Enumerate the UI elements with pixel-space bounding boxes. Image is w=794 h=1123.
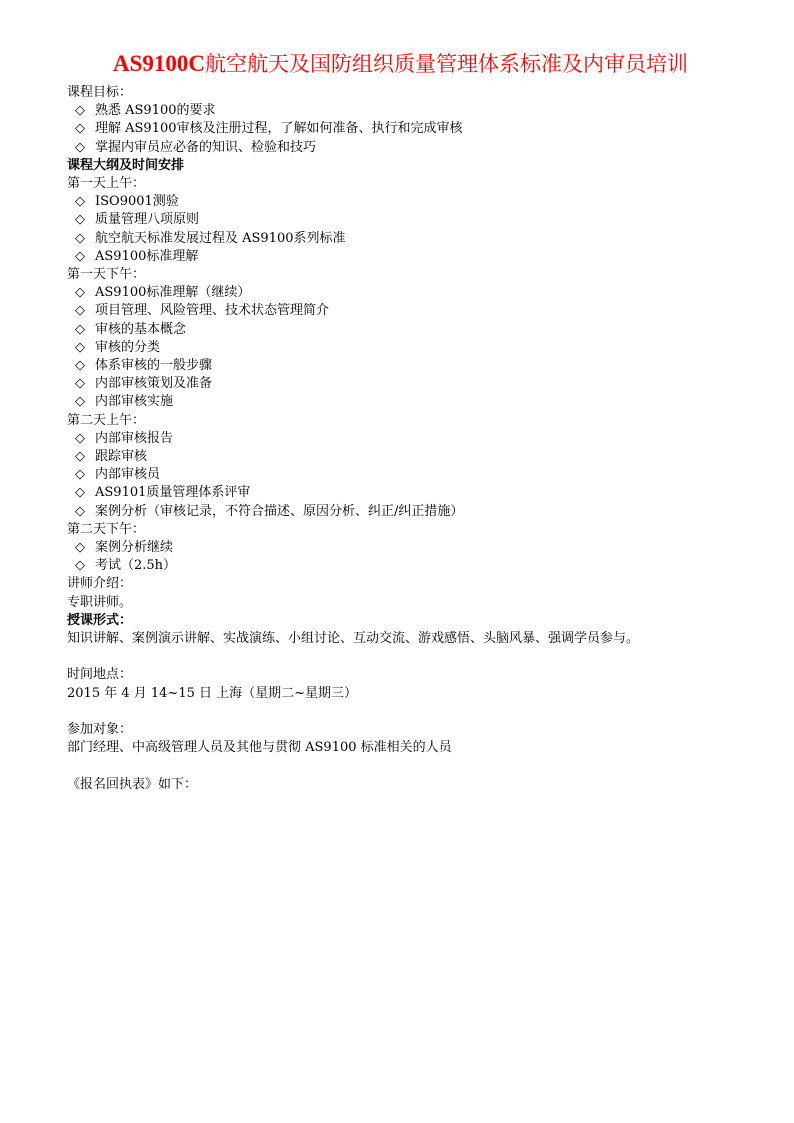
session-item: ◇ 内部审核报告 (67, 430, 734, 448)
session-item: ◇ 考试（2.5h） (67, 557, 734, 575)
title-text: 航空航天及国防组织质量管理体系标准及内审员培训 (205, 52, 688, 76)
format-heading: 授课形式： (67, 612, 133, 628)
session-item: ◇ AS9100标准理解 (67, 248, 734, 266)
diamond-bullet-icon: ◇ (75, 339, 85, 355)
diamond-bullet-icon: ◇ (75, 540, 85, 556)
session-item: ◇ 案例分析（审核记录，不符合描述、原因分析、纠正/纠正措施） (67, 503, 734, 521)
session-item: ◇ 内部审核员 (67, 466, 734, 484)
diamond-bullet-icon: ◇ (75, 103, 85, 119)
session-label: 第二天上午： (67, 412, 146, 428)
diamond-bullet-icon: ◇ (75, 248, 85, 264)
diamond-bullet-icon: ◇ (75, 121, 85, 137)
session-label: 第一天上午： (67, 176, 146, 192)
diamond-bullet-icon: ◇ (75, 230, 85, 246)
diamond-bullet-icon: ◇ (75, 449, 85, 465)
session-item: ◇ 内部审核策划及准备 (67, 375, 734, 393)
session-item: ◇ 审核的分类 (67, 339, 734, 357)
registration-text: 《报名回执表》如下： (67, 776, 198, 792)
diamond-bullet-icon: ◇ (75, 485, 85, 501)
session-item: ◇ 内部审核实施 (67, 393, 734, 411)
schedule-heading: 时间地点： (67, 667, 133, 683)
diamond-bullet-icon: ◇ (75, 503, 85, 519)
session-item: ◇ ISO9001测验 (67, 193, 734, 211)
diamond-bullet-icon: ◇ (75, 285, 85, 301)
spacer (67, 648, 734, 666)
diamond-bullet-icon: ◇ (75, 321, 85, 337)
diamond-bullet-icon: ◇ (75, 558, 85, 574)
session-item: ◇ 跟踪审核 (67, 448, 734, 466)
diamond-bullet-icon: ◇ (75, 394, 85, 410)
session-label: 第二天下午： (67, 521, 146, 537)
diamond-bullet-icon: ◇ (75, 376, 85, 392)
diamond-bullet-icon: ◇ (75, 358, 85, 374)
audience-heading: 参加对象： (67, 722, 133, 738)
spacer (67, 703, 734, 721)
diamond-bullet-icon: ◇ (75, 430, 85, 446)
objective-item: ◇ 理解 AS9100审核及注册过程，了解如何准备、执行和完成审核 (67, 120, 734, 138)
diamond-bullet-icon: ◇ (75, 212, 85, 228)
session-item: ◇ 案例分析继续 (67, 539, 734, 557)
audience-text: 部门经理、中高级管理人员及其他与贯彻 AS9100 标准相关的人员 (67, 740, 452, 756)
objective-item: ◇ 掌握内审员应必备的知识、检验和技巧 (67, 139, 734, 157)
session-item: ◇ 审核的基本概念 (67, 321, 734, 339)
session-label: 第一天下午： (67, 267, 146, 283)
session-item: ◇ 项目管理、风险管理、技术状态管理简介 (67, 302, 734, 320)
session-item: ◇ 体系审核的一般步骤 (67, 357, 734, 375)
diamond-bullet-icon: ◇ (75, 303, 85, 319)
instructor-text: 专职讲师。 (67, 594, 133, 610)
title-code: AS9100C (112, 51, 205, 76)
document-title (67, 50, 734, 78)
objectives-heading: 课程目标： (67, 85, 133, 100)
diamond-bullet-icon: ◇ (75, 194, 85, 210)
outline-heading: 课程大纲及时间安排 (67, 157, 185, 173)
session-item: ◇ AS9101质量管理体系评审 (67, 484, 734, 502)
objective-item: ◇ 熟悉 AS9100的要求 (67, 102, 734, 120)
format-text: 知识讲解、案例演示讲解、实战演练、小组讨论、互动交流、游戏感悟、头脑风暴、强调学员参与。 (67, 631, 640, 647)
session-item: ◇ 质量管理八项原则 (67, 211, 734, 229)
diamond-bullet-icon: ◇ (75, 139, 85, 155)
spacer (67, 757, 734, 775)
session-item: ◇ 航空航天标准发展过程及 AS9100系列标准 (67, 230, 734, 248)
diamond-bullet-icon: ◇ (75, 467, 85, 483)
session-item: ◇ AS9100标准理解（继续） (67, 284, 734, 302)
schedule-text: 2015 年 4 月 14~15 日 上海（星期二~星期三） (67, 685, 358, 701)
instructor-heading: 讲师介绍： (67, 576, 133, 592)
